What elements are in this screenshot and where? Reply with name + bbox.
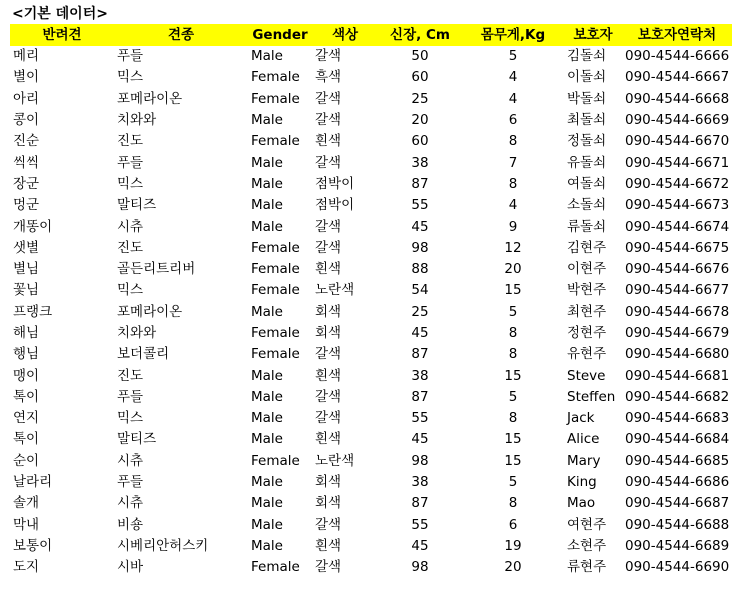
breed-cell[interactable]: 진도 — [117, 239, 144, 256]
dog-name-cell[interactable]: 보통이 — [13, 537, 53, 554]
owner-phone-cell[interactable]: 090-4544-6681 — [625, 367, 730, 384]
dog-name-cell[interactable]: 순이 — [13, 452, 40, 469]
owner-cell[interactable]: 이돌쇠 — [567, 69, 607, 86]
owner-cell[interactable]: King — [567, 474, 597, 491]
height-cell[interactable]: 50 — [411, 48, 429, 65]
color-cell[interactable]: 흑색 — [315, 69, 342, 86]
owner-phone-cell[interactable]: 090-4544-6668 — [625, 90, 730, 107]
header-cell[interactable]: 보호자연락처 — [622, 24, 732, 46]
dog-name-cell[interactable]: 톡이 — [13, 431, 40, 448]
weight-cell[interactable]: 8 — [508, 175, 518, 192]
header-cell[interactable]: 반려견 — [10, 24, 114, 46]
height-cell[interactable]: 87 — [411, 495, 429, 512]
height-cell[interactable]: 54 — [411, 282, 429, 299]
dog-name-cell[interactable]: 별님 — [13, 261, 40, 278]
dog-name-cell[interactable]: 꽃님 — [13, 282, 40, 299]
table-row — [10, 216, 732, 237]
owner-cell[interactable]: Jack — [567, 410, 595, 427]
gender-cell[interactable]: Female — [251, 239, 300, 256]
owner-cell[interactable]: 박돌쇠 — [567, 90, 607, 107]
gender-cell[interactable]: Male — [251, 367, 283, 384]
breed-cell[interactable]: 믹스 — [117, 175, 144, 192]
height-cell[interactable]: 87 — [411, 175, 429, 192]
gender-cell[interactable]: Female — [251, 282, 300, 299]
breed-cell[interactable]: 시츄 — [117, 495, 144, 512]
height-cell[interactable]: 20 — [411, 112, 429, 129]
weight-cell[interactable]: 8 — [508, 346, 518, 363]
breed-cell[interactable]: 푸들 — [117, 388, 144, 405]
color-cell[interactable]: 노란색 — [315, 452, 355, 469]
breed-cell[interactable]: 시츄 — [117, 218, 144, 235]
owner-phone-cell[interactable]: 090-4544-6678 — [625, 303, 730, 320]
weight-cell[interactable]: 15 — [504, 431, 522, 448]
table-row — [10, 515, 732, 536]
table-row — [10, 131, 732, 152]
gender-cell[interactable]: Male — [251, 112, 283, 129]
owner-phone-cell[interactable]: 090-4544-6672 — [625, 175, 730, 192]
color-cell[interactable]: 흰색 — [315, 431, 342, 448]
height-cell[interactable]: 55 — [411, 410, 429, 427]
height-cell[interactable]: 98 — [411, 559, 429, 576]
gender-cell[interactable]: Female — [251, 133, 300, 150]
table-row — [10, 493, 732, 514]
weight-cell[interactable]: 7 — [508, 154, 518, 171]
owner-cell[interactable]: 최돌쇠 — [567, 112, 607, 129]
table-row — [10, 238, 732, 259]
owner-phone-cell[interactable]: 090-4544-6686 — [625, 474, 730, 491]
table-row — [10, 259, 732, 280]
dog-name-cell[interactable]: 해님 — [13, 325, 40, 341]
dog-name-cell[interactable]: 막내 — [13, 516, 40, 533]
weight-cell[interactable]: 4 — [508, 90, 518, 107]
breed-cell[interactable]: 포메라이온 — [117, 90, 183, 107]
breed-cell[interactable]: 말티즈 — [117, 197, 157, 214]
owner-phone-cell[interactable]: 090-4544-6684 — [625, 431, 730, 448]
gender-cell[interactable]: Female — [251, 346, 300, 363]
dog-name-cell[interactable]: 맹이 — [13, 367, 40, 384]
color-cell[interactable]: 회색 — [315, 495, 342, 512]
owner-phone-cell[interactable]: 090-4544-6685 — [625, 452, 730, 469]
height-cell[interactable]: 38 — [411, 474, 429, 491]
weight-cell[interactable]: 19 — [504, 537, 522, 554]
weight-cell[interactable]: 20 — [504, 261, 522, 278]
owner-phone-cell[interactable]: 090-4544-6682 — [625, 388, 730, 405]
table-row — [10, 472, 732, 493]
table-row — [10, 174, 732, 195]
breed-cell[interactable]: 말티즈 — [117, 431, 157, 448]
weight-cell[interactable]: 8 — [508, 325, 518, 341]
gender-cell[interactable]: Male — [251, 516, 283, 533]
owner-phone-cell[interactable]: 090-4544-6683 — [625, 410, 730, 427]
breed-cell[interactable]: 믹스 — [117, 69, 144, 86]
gender-cell[interactable]: Male — [251, 388, 283, 405]
owner-cell[interactable]: 여현주 — [567, 516, 607, 533]
height-cell[interactable]: 55 — [411, 197, 429, 214]
height-cell[interactable]: 87 — [411, 346, 429, 363]
gender-cell[interactable]: Male — [251, 474, 283, 491]
gender-cell[interactable]: Male — [251, 303, 283, 320]
header-row — [10, 24, 732, 46]
gender-cell[interactable]: Female — [251, 261, 300, 278]
gender-cell[interactable]: Female — [251, 452, 300, 469]
gender-cell[interactable]: Female — [251, 69, 300, 86]
gender-cell[interactable]: Female — [251, 325, 300, 341]
color-cell[interactable]: 노란색 — [315, 282, 355, 299]
weight-cell[interactable]: 6 — [508, 112, 518, 129]
breed-cell[interactable]: 보더콜리 — [117, 346, 170, 363]
owner-phone-cell[interactable]: 090-4544-6677 — [625, 282, 730, 299]
table-row — [10, 365, 732, 386]
owner-cell[interactable]: Steffen — [567, 388, 616, 405]
breed-cell[interactable]: 믹스 — [117, 282, 144, 299]
owner-cell[interactable]: 김현주 — [567, 239, 607, 256]
breed-cell[interactable]: 푸들 — [117, 48, 144, 65]
weight-cell[interactable]: 20 — [504, 559, 522, 576]
table-row — [10, 323, 732, 344]
weight-cell[interactable]: 5 — [508, 48, 518, 65]
height-cell[interactable]: 88 — [411, 261, 429, 278]
owner-cell[interactable]: 류현주 — [567, 559, 607, 576]
color-cell[interactable]: 갈색 — [315, 154, 342, 171]
dog-name-cell[interactable]: 콩이 — [13, 112, 40, 129]
weight-cell[interactable]: 15 — [504, 367, 522, 384]
owner-phone-cell[interactable]: 090-4544-6673 — [625, 197, 730, 214]
dog-name-cell[interactable]: 개똥이 — [13, 218, 53, 235]
weight-cell[interactable]: 15 — [504, 452, 522, 469]
weight-cell[interactable]: 5 — [508, 303, 518, 320]
weight-cell[interactable]: 12 — [504, 239, 522, 256]
breed-cell[interactable]: 골든리트리버 — [117, 261, 196, 278]
owner-cell[interactable]: 유현주 — [567, 346, 607, 363]
weight-cell[interactable]: 5 — [508, 388, 518, 405]
table-row — [10, 344, 732, 365]
dog-name-cell[interactable]: 행님 — [13, 346, 40, 363]
color-cell[interactable]: 점박이 — [315, 175, 355, 192]
owner-cell[interactable]: 이현주 — [567, 261, 607, 278]
height-cell[interactable]: 25 — [411, 90, 429, 107]
table-row — [10, 46, 732, 67]
color-cell[interactable]: 갈색 — [315, 559, 342, 576]
height-cell[interactable]: 45 — [411, 431, 429, 448]
dog-name-cell[interactable]: 아리 — [13, 90, 40, 107]
dog-data-table — [10, 24, 732, 578]
gender-cell[interactable]: Male — [251, 218, 283, 235]
breed-cell[interactable]: 믹스 — [117, 410, 144, 427]
owner-cell[interactable]: Alice — [567, 431, 600, 448]
gender-cell[interactable]: Male — [251, 537, 283, 554]
dog-name-cell[interactable]: 날라리 — [13, 474, 53, 491]
height-cell[interactable]: 25 — [411, 303, 429, 320]
height-cell[interactable]: 38 — [411, 154, 429, 171]
gender-cell[interactable]: Female — [251, 90, 300, 107]
weight-cell[interactable]: 8 — [508, 410, 518, 427]
gender-cell[interactable]: Male — [251, 197, 283, 214]
weight-cell[interactable]: 5 — [508, 474, 518, 491]
color-cell[interactable]: 흰색 — [315, 261, 342, 278]
table-row — [10, 408, 732, 429]
dog-name-cell[interactable]: 톡이 — [13, 388, 40, 405]
dog-name-cell[interactable]: 씩씩 — [13, 154, 40, 171]
header-cell[interactable]: 몸무게,Kg — [462, 24, 564, 46]
gender-cell[interactable]: Male — [251, 495, 283, 512]
owner-cell[interactable]: 류돌쇠 — [567, 218, 607, 235]
dog-name-cell[interactable]: 진순 — [13, 133, 40, 150]
table-body — [10, 46, 732, 578]
dog-name-cell[interactable]: 도지 — [13, 559, 40, 576]
breed-cell[interactable]: 푸들 — [117, 154, 144, 171]
color-cell[interactable]: 흰색 — [315, 537, 342, 554]
color-cell[interactable]: 갈색 — [315, 218, 342, 235]
breed-cell[interactable]: 포메라이온 — [117, 303, 183, 320]
owner-cell[interactable]: 여돌쇠 — [567, 175, 607, 192]
color-cell[interactable]: 갈색 — [315, 112, 342, 129]
owner-phone-cell[interactable]: 090-4544-6680 — [625, 346, 730, 363]
color-cell[interactable]: 갈색 — [315, 90, 342, 107]
table-row — [10, 280, 732, 301]
weight-cell[interactable]: 4 — [508, 197, 518, 214]
dog-name-cell[interactable]: 프랭크 — [13, 303, 53, 320]
gender-cell[interactable]: Male — [251, 175, 283, 192]
gender-cell[interactable]: Male — [251, 431, 283, 448]
owner-phone-cell[interactable]: 090-4544-6667 — [625, 69, 730, 86]
dog-name-cell[interactable]: 별이 — [13, 69, 40, 86]
table-row — [10, 302, 732, 323]
color-cell[interactable]: 갈색 — [315, 346, 342, 363]
header-cell[interactable]: 색상 — [312, 24, 378, 46]
owner-phone-cell[interactable]: 090-4544-6688 — [625, 516, 730, 533]
header-cell[interactable]: 신장, Cm — [378, 24, 462, 46]
weight-cell[interactable]: 6 — [508, 516, 518, 533]
height-cell[interactable]: 55 — [411, 516, 429, 533]
color-cell[interactable]: 갈색 — [315, 388, 342, 405]
breed-cell[interactable]: 시바 — [117, 559, 144, 576]
header-cell[interactable]: 보호자 — [564, 24, 622, 46]
owner-phone-cell[interactable]: 090-4544-6675 — [625, 239, 730, 256]
weight-cell[interactable]: 8 — [508, 495, 518, 512]
table-row — [10, 451, 732, 472]
breed-cell[interactable]: 진도 — [117, 367, 144, 384]
table-row — [10, 195, 732, 216]
weight-cell[interactable]: 8 — [508, 133, 518, 150]
owner-phone-cell[interactable]: 090-4544-6669 — [625, 112, 730, 129]
color-cell[interactable]: 갈색 — [315, 239, 342, 256]
owner-phone-cell[interactable]: 090-4544-6687 — [625, 495, 730, 512]
height-cell[interactable]: 45 — [411, 537, 429, 554]
owner-cell[interactable]: Steve — [567, 367, 606, 384]
breed-cell[interactable]: 비숑 — [117, 516, 144, 533]
weight-cell[interactable]: 15 — [504, 282, 522, 299]
color-cell[interactable]: 회색 — [315, 303, 342, 320]
dog-name-cell[interactable]: 샛별 — [13, 239, 40, 256]
breed-cell[interactable]: 치와와 — [117, 112, 157, 129]
color-cell[interactable]: 갈색 — [315, 410, 342, 427]
color-cell[interactable]: 갈색 — [315, 516, 342, 533]
sheet-title: <기본 데이터> — [12, 6, 108, 22]
height-cell[interactable]: 60 — [411, 69, 429, 86]
dog-name-cell[interactable]: 연지 — [13, 410, 40, 427]
owner-cell[interactable]: 정돌쇠 — [567, 133, 607, 150]
owner-cell[interactable]: 소현주 — [567, 537, 607, 554]
owner-phone-cell[interactable]: 090-4544-6690 — [625, 559, 730, 576]
weight-cell[interactable]: 9 — [508, 218, 518, 235]
owner-phone-cell[interactable]: 090-4544-6676 — [625, 261, 730, 278]
owner-phone-cell[interactable]: 090-4544-6689 — [625, 537, 730, 554]
gender-cell[interactable]: Male — [251, 154, 283, 171]
owner-cell[interactable]: 최현주 — [567, 303, 607, 320]
dog-name-cell[interactable]: 장군 — [13, 175, 40, 192]
table-row — [10, 557, 732, 578]
color-cell[interactable]: 흰색 — [315, 133, 342, 150]
header-cell[interactable]: Gender — [248, 24, 312, 46]
weight-cell[interactable]: 4 — [508, 69, 518, 86]
dog-name-cell[interactable]: 솔개 — [13, 495, 40, 512]
breed-cell[interactable]: 진도 — [117, 133, 144, 150]
color-cell[interactable]: 점박이 — [315, 197, 355, 214]
owner-phone-cell[interactable]: 090-4544-6671 — [625, 154, 730, 171]
owner-phone-cell[interactable]: 090-4544-6674 — [625, 218, 730, 235]
owner-cell[interactable]: Mary — [567, 452, 601, 469]
owner-cell[interactable]: 유돌쇠 — [567, 154, 607, 171]
owner-cell[interactable]: 소돌쇠 — [567, 197, 607, 214]
table-row — [10, 429, 732, 450]
owner-phone-cell[interactable]: 090-4544-6670 — [625, 133, 730, 150]
header-cell[interactable]: 견종 — [114, 24, 248, 46]
breed-cell[interactable]: 푸들 — [117, 474, 144, 491]
color-cell[interactable]: 갈색 — [315, 48, 342, 65]
table-row — [10, 110, 732, 131]
color-cell[interactable]: 회색 — [315, 325, 342, 341]
color-cell[interactable]: 흰색 — [315, 367, 342, 384]
owner-cell[interactable]: 박현주 — [567, 282, 607, 299]
table-row — [10, 67, 732, 88]
gender-cell[interactable]: Female — [251, 559, 300, 576]
gender-cell[interactable]: Male — [251, 48, 283, 65]
dog-name-cell[interactable]: 멍군 — [13, 197, 40, 214]
owner-phone-cell[interactable]: 090-4544-6666 — [625, 48, 730, 65]
height-cell[interactable]: 87 — [411, 388, 429, 405]
table-row — [10, 152, 732, 173]
height-cell[interactable]: 98 — [411, 239, 429, 256]
height-cell[interactable]: 98 — [411, 452, 429, 469]
height-cell[interactable]: 45 — [411, 218, 429, 235]
table-row — [10, 89, 732, 110]
table-row — [10, 387, 732, 408]
table-row — [10, 536, 732, 557]
owner-cell[interactable]: 정현주 — [567, 325, 607, 341]
owner-phone-cell[interactable]: 090-4544-6679 — [625, 325, 730, 341]
height-cell[interactable]: 60 — [411, 133, 429, 150]
owner-cell[interactable]: Mao — [567, 495, 596, 512]
breed-cell[interactable]: 시베리안허스키 — [117, 537, 209, 554]
color-cell[interactable]: 회색 — [315, 474, 342, 491]
height-cell[interactable]: 45 — [411, 325, 429, 341]
breed-cell[interactable]: 치와와 — [117, 325, 157, 341]
dog-name-cell[interactable]: 메리 — [13, 48, 40, 65]
gender-cell[interactable]: Male — [251, 410, 283, 427]
height-cell[interactable]: 38 — [411, 367, 429, 384]
breed-cell[interactable]: 시츄 — [117, 452, 144, 469]
owner-cell[interactable]: 김돌쇠 — [567, 48, 607, 65]
